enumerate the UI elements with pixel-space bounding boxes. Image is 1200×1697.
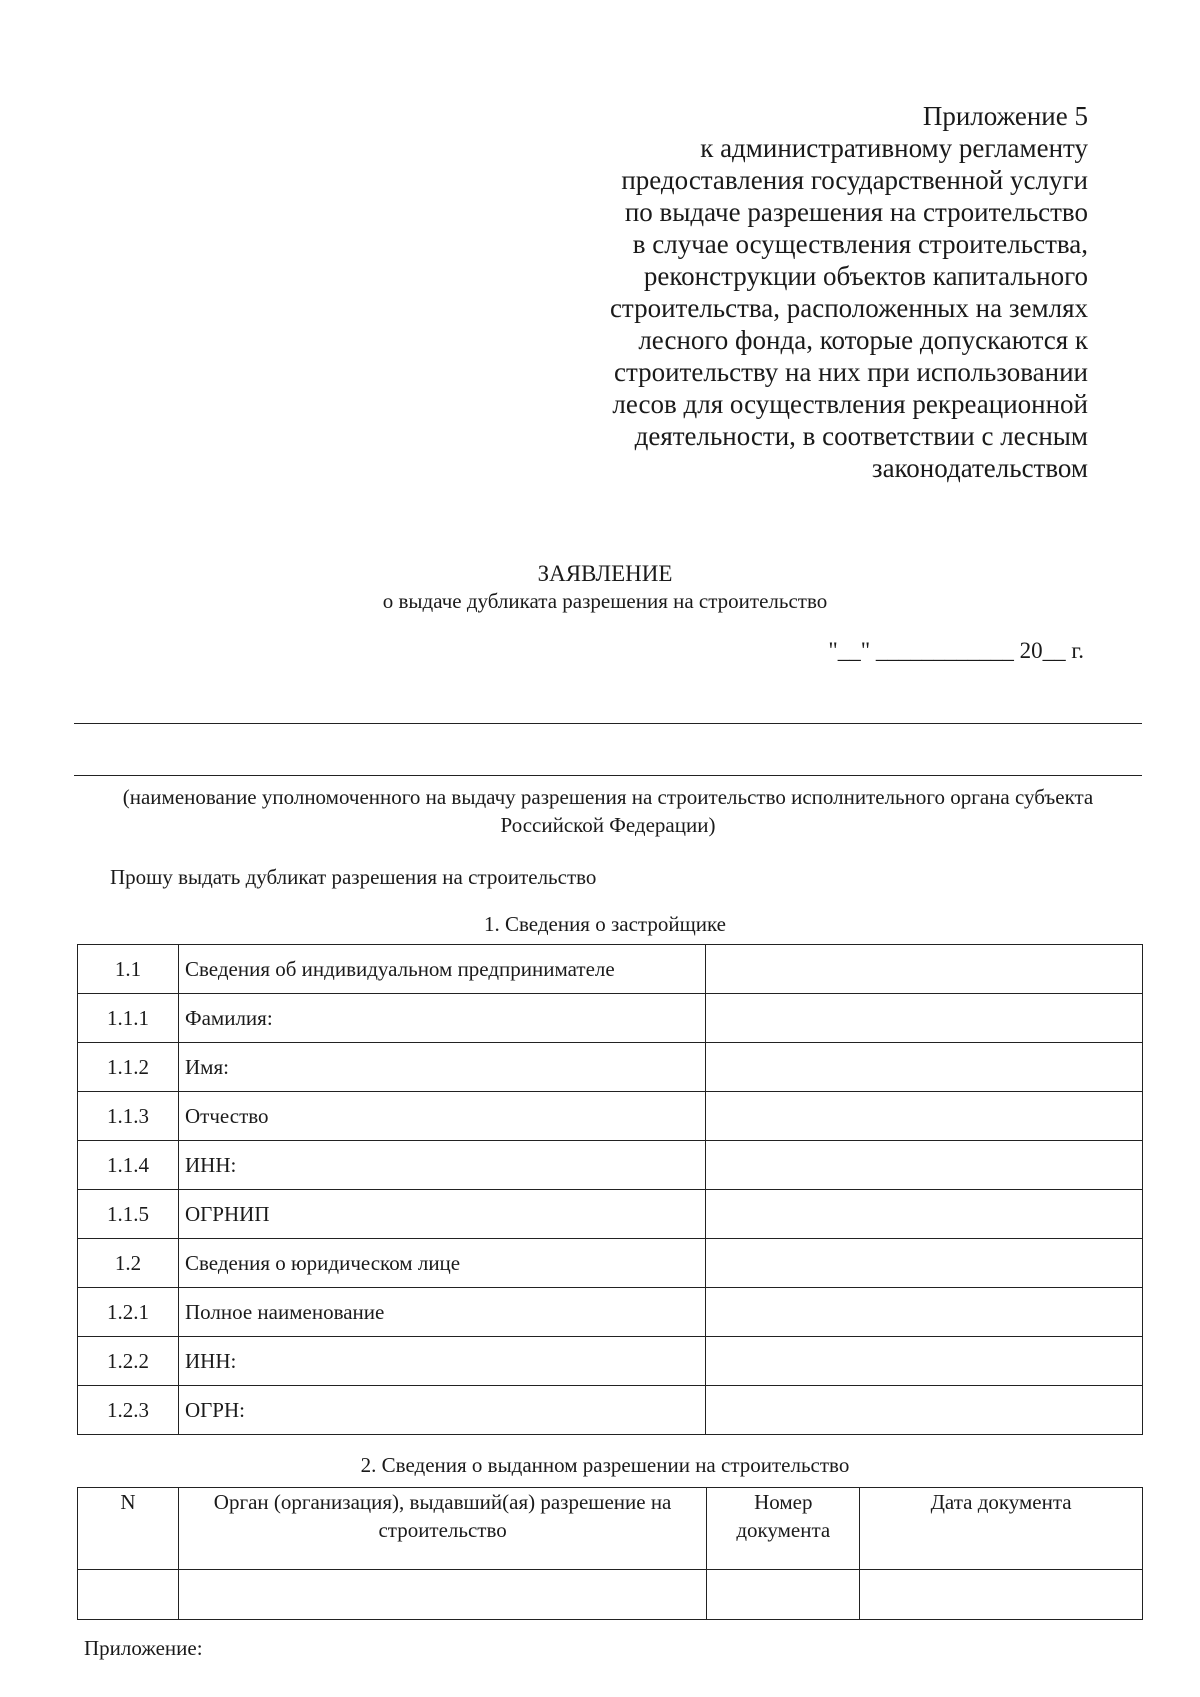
developer-info-table xyxy=(77,944,1143,1435)
table-row xyxy=(78,1190,1143,1239)
doc-date-field[interactable] xyxy=(860,1570,1143,1620)
column-header-doc-number: Номер документа xyxy=(707,1488,860,1570)
permit-info-table xyxy=(77,1487,1143,1620)
row-number: 1.2 xyxy=(78,1239,179,1288)
row-value-field[interactable] xyxy=(706,1337,1143,1386)
table-header-row xyxy=(78,1488,1143,1570)
row-label: Сведения об индивидуальном предпринимателе xyxy=(179,945,706,994)
appendix-line: в случае осуществления строительства, xyxy=(632,229,1088,259)
appendix-line: реконструкции объектов капитального xyxy=(643,261,1088,291)
appendix-line: строительства, расположенных на землях xyxy=(609,293,1088,323)
row-number: 1.2.1 xyxy=(78,1288,179,1337)
row-label: Фамилия: xyxy=(179,994,706,1043)
appendix-line: предоставления государственной услуги xyxy=(621,165,1088,195)
table-row xyxy=(78,994,1143,1043)
attachment-label: Приложение: xyxy=(84,1636,203,1660)
row-value-field[interactable] xyxy=(706,1141,1143,1190)
section2-heading: 2. Сведения о выданном разрешении на строительство xyxy=(360,1453,850,1477)
organ-field[interactable] xyxy=(178,1570,706,1620)
row-value-field[interactable] xyxy=(706,1239,1143,1288)
row-value-field[interactable] xyxy=(706,945,1143,994)
authority-caption: (наименование уполномоченного на выдачу разрешения на строительство исполнительного органа субъекта Российской Федерации) xyxy=(122,785,1094,837)
appendix-line: строительству на них при использовании xyxy=(613,357,1088,387)
row-value-field[interactable] xyxy=(706,1092,1143,1141)
doc-number-field[interactable] xyxy=(707,1570,860,1620)
authority-name-line-2[interactable] xyxy=(74,775,1142,776)
row-label: ИНН: xyxy=(179,1337,706,1386)
request-text: Прошу выдать дубликат разрешения на строительство xyxy=(110,865,597,889)
column-header-n: N xyxy=(78,1488,179,1570)
appendix-line: по выдаче разрешения на строительство xyxy=(624,197,1088,227)
table-row xyxy=(78,1043,1143,1092)
row-value-field[interactable] xyxy=(706,994,1143,1043)
appendix-line: деятельности, в соответствии с лесным xyxy=(634,421,1088,451)
row-value-field[interactable] xyxy=(706,1190,1143,1239)
row-number: 1.1 xyxy=(78,945,179,994)
table-row xyxy=(78,1288,1143,1337)
authority-name-line[interactable] xyxy=(74,723,1142,724)
table-row xyxy=(78,1337,1143,1386)
row-number: 1.1.3 xyxy=(78,1092,179,1141)
row-number: 1.1.5 xyxy=(78,1190,179,1239)
appendix-line: лесного фонда, которые допускаются к xyxy=(638,325,1088,355)
row-value-field[interactable] xyxy=(706,1043,1143,1092)
row-label: ОГРНИП xyxy=(179,1190,706,1239)
column-header-organ: Орган (организация), выдавший(ая) разрешение на строительство xyxy=(178,1488,706,1570)
date-field[interactable]: "__" ____________ 20__ г. xyxy=(828,638,1084,663)
row-label: Отчество xyxy=(179,1092,706,1141)
table-row xyxy=(78,1386,1143,1435)
appendix-line: Приложение 5 xyxy=(922,101,1088,131)
appendix-line: лесов для осуществления рекреационной xyxy=(612,389,1088,419)
table-row xyxy=(78,1239,1143,1288)
row-label: ИНН: xyxy=(179,1141,706,1190)
document-title: ЗАЯВЛЕНИЕ xyxy=(537,561,673,586)
row-number: 1.1.4 xyxy=(78,1141,179,1190)
appendix-line: законодательством xyxy=(871,453,1088,483)
row-label: Имя: xyxy=(179,1043,706,1092)
row-label: Сведения о юридическом лице xyxy=(179,1239,706,1288)
table-row xyxy=(78,1092,1143,1141)
row-number: 1.2.3 xyxy=(78,1386,179,1435)
row-number: 1.1.1 xyxy=(78,994,179,1043)
appendix-header xyxy=(528,100,1088,484)
row-label: ОГРН: xyxy=(179,1386,706,1435)
row-label: Полное наименование xyxy=(179,1288,706,1337)
table-row xyxy=(78,945,1143,994)
column-header-doc-date: Дата документа xyxy=(860,1488,1143,1570)
row-value-field[interactable] xyxy=(706,1386,1143,1435)
table-row xyxy=(78,1141,1143,1190)
section1-heading: 1. Сведения о застройщике xyxy=(483,912,726,936)
table-row xyxy=(78,1570,1143,1620)
row-number: 1.1.2 xyxy=(78,1043,179,1092)
n-field[interactable] xyxy=(78,1570,179,1620)
document-subtitle: о выдаче дубликата разрешения на строительство xyxy=(382,589,828,613)
row-number: 1.2.2 xyxy=(78,1337,179,1386)
appendix-line: к административному регламенту xyxy=(700,133,1088,163)
row-value-field[interactable] xyxy=(706,1288,1143,1337)
